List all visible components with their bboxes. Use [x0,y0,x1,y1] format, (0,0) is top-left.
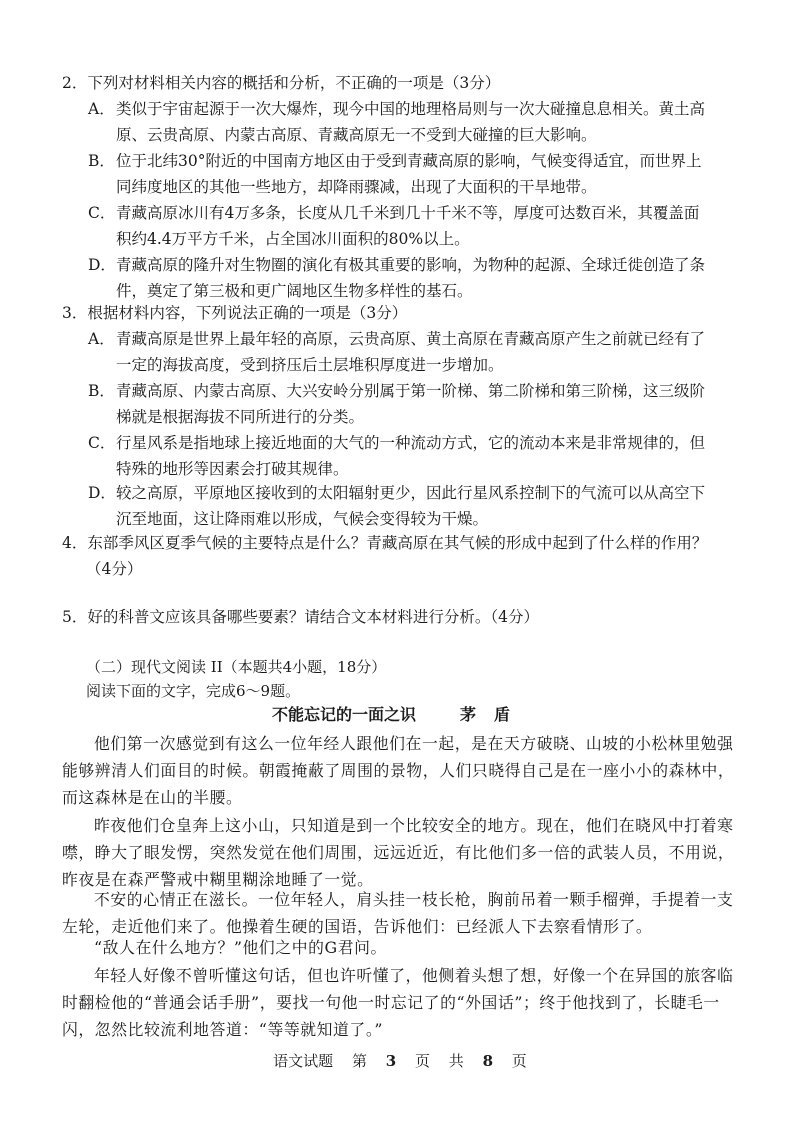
option-line: 件，奠定了第三极和更广阔地区生物多样性的基石。 [116,282,473,300]
question-5-stem: 5．好的科普文应该具备哪些要素？请结合文本材料进行分析。（4分） [62,608,539,626]
article-paragraph-4 [62,934,742,961]
paragraph-line: 年轻人好像不曾听懂这句话，但也许听懂了，他侧着头想了想，好像一个在异国的旅客临 [94,966,734,985]
option-line: 一定的海拔高度，受到挤压后土层堆积厚度进一步增加。 [116,356,504,374]
option-line: 特殊的地形等因素会打破其规律。 [116,460,349,478]
question-2-stem: 2．下列对材料相关内容的概括和分析，不正确的一项是（3分） [62,74,501,92]
paragraph-line: 而这森林是在山的半腰。 [62,788,243,807]
footer-ye: 页 [511,1052,527,1070]
paragraph-line: 他们第一次感觉到有这么一位年经人跟他们在一起，是在天方破晓、山坡的小松林里勉强 [94,734,734,753]
article-author: 茅盾 [460,705,529,724]
article-paragraph-1 [62,730,742,811]
option-line: 青藏高原冰川有4万多条，长度从几千米到几十千米不等，厚度可达数百米，其覆盖面 [116,204,700,222]
article-paragraph-3 [62,886,742,940]
paragraph-line: 昨夜他们仓皇奔上这小山，只知道是到一个比较安全的地方。现在，他们在晓风中打着寒 [94,816,734,835]
option-letter: D． [88,484,116,502]
option-line: 较之高原，平原地区接收到的太阳辐射更少，因此行星风系控制下的气流可以从高空下 [116,484,706,502]
option-letter: A． [88,330,115,348]
q3-option-b [88,378,788,430]
q2-option-a [88,96,788,148]
option-letter: C． [88,434,116,452]
footer-subject: 语文试题 [273,1052,334,1070]
paragraph-line: 不安的心情正在滋长。一位年轻人，肩头挂一枝长枪，胸前吊着一颗手榴弹，手提着一支 [94,890,734,909]
q3-option-a [88,326,788,378]
option-line: 积约4.4万平方千米，占全国冰川面积的80%以上。 [116,230,470,248]
question-4-score: （4分） [86,560,143,578]
option-letter: A． [88,100,115,118]
article-title: 不能忘记的一面之识 [271,705,416,724]
footer-gong: 共 [448,1052,464,1070]
option-line: 青藏高原是世界上最年轻的高原，云贵高原、黄土高原在青藏高原产生之前就已经有了 [116,330,706,348]
option-line: 沉至地面，这让降雨难以形成，气候会变得较为干燥。 [116,510,489,528]
option-line: 原、云贵高原、内蒙古高原、青藏高原无一不受到大碰撞的巨大影响。 [116,126,597,144]
article-paragraph-2 [62,812,742,893]
paragraph-line: 闪，忽然比较流利地答道：“等等就知道了。” [62,1020,383,1039]
paragraph-line: 时翻检他的“普通会话手册”，要找一句他一时忘记了的“外国话”；终于他找到了，长睫毛一 [62,993,720,1012]
option-line: 同纬度地区的其他一些地方，却降雨骤减，出现了大面积的干旱地带。 [116,178,597,196]
q2-option-c [88,200,788,252]
paragraph-line: 昨夜是在森严警戒中糊里糊涂地睡了一觉。 [62,870,374,889]
paragraph-line: 左轮，走近他们来了。他操着生硬的国语，告诉他们：已经派人下去察看情形了。 [62,917,653,936]
q3-option-c [88,430,788,482]
section-instruction: 阅读下面的文字，完成6～9题。 [86,682,301,700]
q2-option-b [88,148,788,200]
q3-option-d [88,480,788,532]
footer-ye: 页 [414,1052,430,1070]
section-header: （二）现代文阅读 II（本题共4小题，18分） [86,658,387,676]
question-4-stem: 4．东部季风区夏季气候的主要特点是什么？青藏高原在其气候的形成中起到了什么样的作用？ [62,534,708,552]
page-footer [0,1050,800,1071]
footer-di: 第 [351,1052,367,1070]
option-line: 梯就是根据海拔不同所进行的分类。 [116,408,365,426]
article-title-line [0,702,800,725]
footer-total-pages: 8 [482,1052,494,1070]
paragraph-line: 能够辨清人们面目的时候。朝霞掩蔽了周围的景物，人们只晓得自己是在一座小小的森林中， [62,761,735,780]
article-paragraph-5 [62,962,742,1043]
option-line: 青藏高原、内蒙古高原、大兴安岭分别属于第一阶梯、第二阶梯和第三阶梯，这三级阶 [116,382,706,400]
paragraph-line: 噤，睁大了眼发愣，突然发觉在他们周围，远远近近，有比他们多一倍的武装人员，不用说， [62,843,735,862]
option-line: 青藏高原的隆升对生物圈的演化有极其重要的影响，为物种的起源、全球迁徙创造了条 [116,256,706,274]
question-3-stem: 3．根据材料内容，下列说法正确的一项是（3分） [62,304,408,322]
option-line: 行星风系是指地球上接近地面的大气的一种流动方式，它的流动本来是非常规律的，但 [116,434,706,452]
option-line: 位于北纬30°附近的中国南方地区由于受到青藏高原的影响，气候变得适宜，而世界上 [116,152,702,170]
option-letter: B． [88,152,115,170]
option-line: 类似于宇宙起源于一次大爆炸，现今中国的地理格局则与一次大碰撞息息相关。黄土高 [116,100,706,118]
footer-page-number: 3 [385,1052,397,1070]
option-letter: D． [88,256,116,274]
option-letter: B． [88,382,115,400]
option-letter: C． [88,204,116,222]
q2-option-d [88,252,788,304]
paragraph-line: “敌人在什么地方？”他们之中的G君问。 [94,938,387,957]
